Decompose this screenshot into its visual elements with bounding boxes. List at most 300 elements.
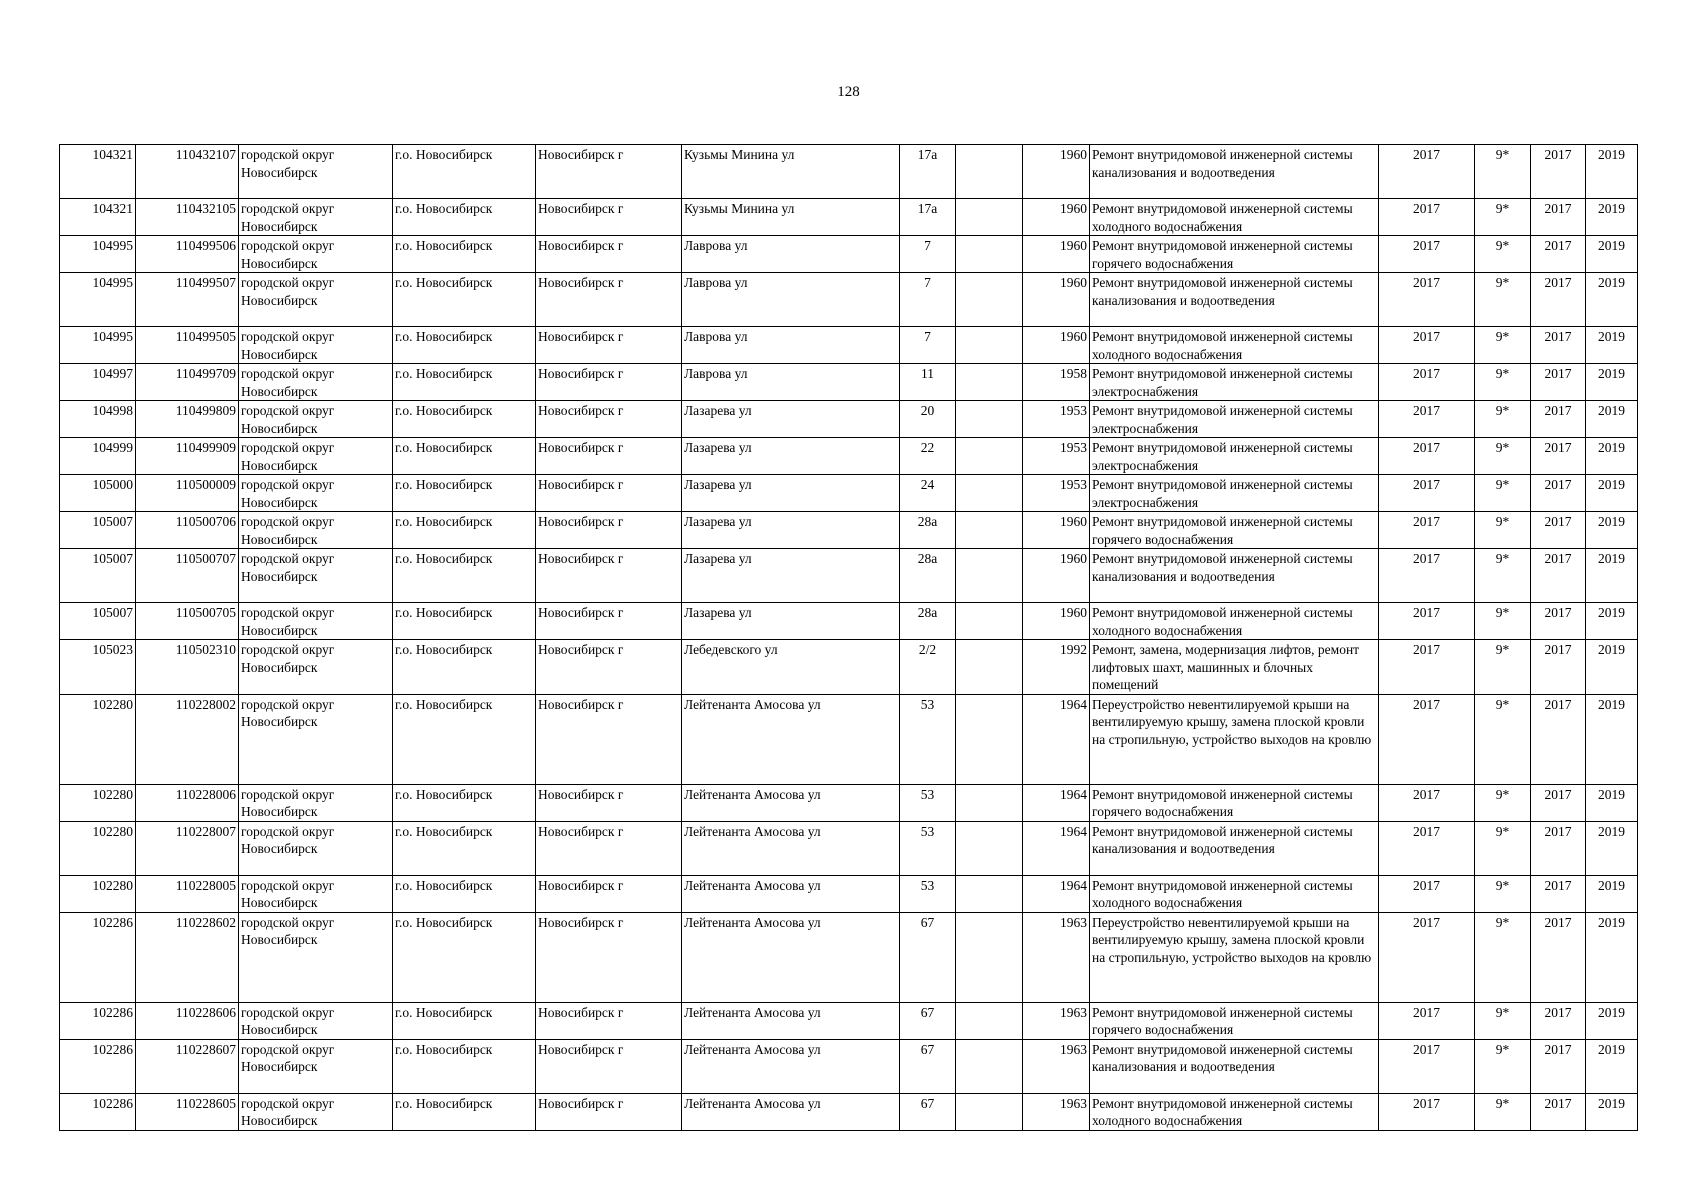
cell-locality: Новосибирск г <box>536 475 682 512</box>
cell-municipality: г.о. Новосибирск <box>393 327 536 364</box>
cell-start-year: 2017 <box>1531 145 1586 199</box>
cell-municipality: г.о. Новосибирск <box>393 1002 536 1039</box>
cell-id: 102280 <box>60 784 136 821</box>
cell-end-year: 2019 <box>1586 438 1638 475</box>
registry-table <box>59 144 1638 1131</box>
cell-year-built: 1953 <box>1023 475 1090 512</box>
cell-floors: 9* <box>1475 199 1531 236</box>
cell-building <box>956 603 1023 640</box>
cell-plan-year: 2017 <box>1379 821 1475 875</box>
cell-start-year: 2017 <box>1531 1093 1586 1130</box>
cell-id: 102286 <box>60 912 136 1002</box>
cell-code: 110228006 <box>136 784 239 821</box>
cell-start-year: 2017 <box>1531 603 1586 640</box>
cell-work: Ремонт внутридомовой инженерной системы холодного водоснабжения <box>1090 875 1379 912</box>
cell-locality: Новосибирск г <box>536 236 682 273</box>
cell-plan-year: 2017 <box>1379 912 1475 1002</box>
table-row <box>60 821 1638 875</box>
cell-building <box>956 784 1023 821</box>
cell-street: Лазарева ул <box>682 512 900 549</box>
cell-work: Переустройство невентилируемой крыши на вентилируемую крышу, замена плоской кровли на стропильную, устройство выходов на кровлю <box>1090 694 1379 784</box>
cell-municipality: г.о. Новосибирск <box>393 640 536 695</box>
cell-locality: Новосибирск г <box>536 401 682 438</box>
cell-district: городской округ Новосибирск <box>239 236 393 273</box>
cell-street: Лаврова ул <box>682 364 900 401</box>
cell-end-year: 2019 <box>1586 145 1638 199</box>
cell-start-year: 2017 <box>1531 821 1586 875</box>
cell-building <box>956 1093 1023 1130</box>
table-row <box>60 603 1638 640</box>
cell-district: городской округ Новосибирск <box>239 327 393 364</box>
cell-house: 53 <box>900 821 956 875</box>
cell-street: Лейтенанта Амосова ул <box>682 1039 900 1093</box>
cell-work: Ремонт внутридомовой инженерной системы канализования и водоотведения <box>1090 145 1379 199</box>
cell-plan-year: 2017 <box>1379 1002 1475 1039</box>
cell-work: Ремонт внутридомовой инженерной системы канализования и водоотведения <box>1090 273 1379 327</box>
cell-district: городской округ Новосибирск <box>239 875 393 912</box>
cell-start-year: 2017 <box>1531 549 1586 603</box>
cell-code: 110228002 <box>136 694 239 784</box>
cell-floors: 9* <box>1475 145 1531 199</box>
cell-code: 110432107 <box>136 145 239 199</box>
cell-floors: 9* <box>1475 236 1531 273</box>
cell-municipality: г.о. Новосибирск <box>393 912 536 1002</box>
cell-municipality: г.о. Новосибирск <box>393 475 536 512</box>
cell-house: 67 <box>900 1039 956 1093</box>
cell-house: 7 <box>900 327 956 364</box>
cell-locality: Новосибирск г <box>536 512 682 549</box>
cell-end-year: 2019 <box>1586 694 1638 784</box>
cell-municipality: г.о. Новосибирск <box>393 236 536 273</box>
cell-building <box>956 199 1023 236</box>
cell-year-built: 1960 <box>1023 327 1090 364</box>
cell-street: Лазарева ул <box>682 401 900 438</box>
cell-building <box>956 327 1023 364</box>
cell-locality: Новосибирск г <box>536 549 682 603</box>
cell-end-year: 2019 <box>1586 784 1638 821</box>
cell-plan-year: 2017 <box>1379 475 1475 512</box>
cell-floors: 9* <box>1475 549 1531 603</box>
cell-municipality: г.о. Новосибирск <box>393 364 536 401</box>
cell-year-built: 1960 <box>1023 236 1090 273</box>
cell-id: 105007 <box>60 603 136 640</box>
cell-end-year: 2019 <box>1586 549 1638 603</box>
cell-plan-year: 2017 <box>1379 236 1475 273</box>
cell-building <box>956 912 1023 1002</box>
cell-code: 110228607 <box>136 1039 239 1093</box>
cell-plan-year: 2017 <box>1379 549 1475 603</box>
table-row <box>60 273 1638 327</box>
cell-plan-year: 2017 <box>1379 327 1475 364</box>
cell-street: Лейтенанта Амосова ул <box>682 912 900 1002</box>
cell-floors: 9* <box>1475 784 1531 821</box>
cell-end-year: 2019 <box>1586 512 1638 549</box>
cell-work: Ремонт внутридомовой инженерной системы холодного водоснабжения <box>1090 327 1379 364</box>
cell-id: 105023 <box>60 640 136 695</box>
cell-house: 53 <box>900 875 956 912</box>
cell-district: городской округ Новосибирск <box>239 401 393 438</box>
cell-year-built: 1960 <box>1023 512 1090 549</box>
cell-end-year: 2019 <box>1586 1039 1638 1093</box>
cell-district: городской округ Новосибирск <box>239 912 393 1002</box>
cell-end-year: 2019 <box>1586 364 1638 401</box>
cell-building <box>956 1002 1023 1039</box>
cell-code: 110500706 <box>136 512 239 549</box>
cell-municipality: г.о. Новосибирск <box>393 694 536 784</box>
cell-street: Лазарева ул <box>682 549 900 603</box>
cell-id: 104995 <box>60 327 136 364</box>
cell-id: 104997 <box>60 364 136 401</box>
cell-plan-year: 2017 <box>1379 875 1475 912</box>
cell-municipality: г.о. Новосибирск <box>393 603 536 640</box>
cell-locality: Новосибирск г <box>536 603 682 640</box>
table-row <box>60 438 1638 475</box>
cell-end-year: 2019 <box>1586 236 1638 273</box>
cell-house: 24 <box>900 475 956 512</box>
cell-id: 104998 <box>60 401 136 438</box>
cell-district: городской округ Новосибирск <box>239 784 393 821</box>
cell-locality: Новосибирск г <box>536 327 682 364</box>
cell-district: городской округ Новосибирск <box>239 364 393 401</box>
cell-work: Ремонт внутридомовой инженерной системы канализования и водоотведения <box>1090 1039 1379 1093</box>
cell-start-year: 2017 <box>1531 512 1586 549</box>
cell-end-year: 2019 <box>1586 401 1638 438</box>
cell-end-year: 2019 <box>1586 603 1638 640</box>
cell-code: 110228602 <box>136 912 239 1002</box>
table-row <box>60 875 1638 912</box>
cell-house: 67 <box>900 1002 956 1039</box>
cell-start-year: 2017 <box>1531 875 1586 912</box>
cell-year-built: 1963 <box>1023 1039 1090 1093</box>
table-row <box>60 327 1638 364</box>
cell-municipality: г.о. Новосибирск <box>393 401 536 438</box>
cell-street: Лейтенанта Амосова ул <box>682 694 900 784</box>
cell-work: Ремонт внутридомовой инженерной системы канализования и водоотведения <box>1090 549 1379 603</box>
cell-end-year: 2019 <box>1586 821 1638 875</box>
cell-id: 102280 <box>60 694 136 784</box>
cell-work: Ремонт внутридомовой инженерной системы канализования и водоотведения <box>1090 821 1379 875</box>
cell-work: Ремонт внутридомовой инженерной системы холодного водоснабжения <box>1090 1093 1379 1130</box>
table-row <box>60 475 1638 512</box>
cell-year-built: 1964 <box>1023 821 1090 875</box>
cell-work: Ремонт внутридомовой инженерной системы электроснабжения <box>1090 401 1379 438</box>
cell-code: 110500705 <box>136 603 239 640</box>
table-row <box>60 199 1638 236</box>
cell-floors: 9* <box>1475 512 1531 549</box>
cell-locality: Новосибирск г <box>536 438 682 475</box>
cell-start-year: 2017 <box>1531 475 1586 512</box>
cell-plan-year: 2017 <box>1379 694 1475 784</box>
cell-district: городской округ Новосибирск <box>239 145 393 199</box>
cell-municipality: г.о. Новосибирск <box>393 784 536 821</box>
cell-code: 110499709 <box>136 364 239 401</box>
cell-municipality: г.о. Новосибирск <box>393 438 536 475</box>
cell-plan-year: 2017 <box>1379 273 1475 327</box>
cell-locality: Новосибирск г <box>536 364 682 401</box>
cell-plan-year: 2017 <box>1379 640 1475 695</box>
cell-street: Лазарева ул <box>682 438 900 475</box>
cell-street: Лейтенанта Амосова ул <box>682 784 900 821</box>
cell-end-year: 2019 <box>1586 475 1638 512</box>
cell-street: Лазарева ул <box>682 475 900 512</box>
cell-locality: Новосибирск г <box>536 640 682 695</box>
cell-house: 28а <box>900 603 956 640</box>
table-row <box>60 784 1638 821</box>
table-row <box>60 512 1638 549</box>
cell-work: Ремонт внутридомовой инженерной системы электроснабжения <box>1090 364 1379 401</box>
cell-year-built: 1960 <box>1023 273 1090 327</box>
cell-district: городской округ Новосибирск <box>239 438 393 475</box>
cell-house: 17а <box>900 199 956 236</box>
cell-floors: 9* <box>1475 1002 1531 1039</box>
cell-plan-year: 2017 <box>1379 401 1475 438</box>
cell-work: Ремонт внутридомовой инженерной системы горячего водоснабжения <box>1090 236 1379 273</box>
cell-building <box>956 1039 1023 1093</box>
cell-work: Ремонт внутридомовой инженерной системы электроснабжения <box>1090 438 1379 475</box>
cell-locality: Новосибирск г <box>536 875 682 912</box>
registry-rows <box>60 145 1638 1131</box>
cell-plan-year: 2017 <box>1379 512 1475 549</box>
table-row <box>60 1002 1638 1039</box>
cell-locality: Новосибирск г <box>536 912 682 1002</box>
cell-building <box>956 694 1023 784</box>
cell-floors: 9* <box>1475 875 1531 912</box>
table-row <box>60 1093 1638 1130</box>
cell-floors: 9* <box>1475 1093 1531 1130</box>
cell-street: Лейтенанта Амосова ул <box>682 1093 900 1130</box>
cell-municipality: г.о. Новосибирск <box>393 145 536 199</box>
cell-start-year: 2017 <box>1531 327 1586 364</box>
cell-work: Ремонт внутридомовой инженерной системы горячего водоснабжения <box>1090 1002 1379 1039</box>
cell-year-built: 1963 <box>1023 1002 1090 1039</box>
cell-house: 28а <box>900 549 956 603</box>
cell-district: городской округ Новосибирск <box>239 640 393 695</box>
cell-street: Лазарева ул <box>682 603 900 640</box>
cell-year-built: 1963 <box>1023 1093 1090 1130</box>
cell-work: Ремонт внутридомовой инженерной системы горячего водоснабжения <box>1090 784 1379 821</box>
cell-building <box>956 145 1023 199</box>
cell-work: Ремонт внутридомовой инженерной системы холодного водоснабжения <box>1090 199 1379 236</box>
cell-building <box>956 438 1023 475</box>
cell-code: 110228606 <box>136 1002 239 1039</box>
cell-code: 110228005 <box>136 875 239 912</box>
cell-code: 110499506 <box>136 236 239 273</box>
cell-start-year: 2017 <box>1531 1002 1586 1039</box>
cell-locality: Новосибирск г <box>536 145 682 199</box>
cell-id: 104995 <box>60 236 136 273</box>
cell-house: 11 <box>900 364 956 401</box>
cell-start-year: 2017 <box>1531 199 1586 236</box>
table-row <box>60 640 1638 695</box>
cell-code: 110500009 <box>136 475 239 512</box>
cell-code: 110499809 <box>136 401 239 438</box>
cell-building <box>956 640 1023 695</box>
cell-floors: 9* <box>1475 640 1531 695</box>
cell-plan-year: 2017 <box>1379 1039 1475 1093</box>
cell-building <box>956 273 1023 327</box>
cell-id: 104999 <box>60 438 136 475</box>
cell-street: Лейтенанта Амосова ул <box>682 821 900 875</box>
cell-end-year: 2019 <box>1586 327 1638 364</box>
table-row <box>60 145 1638 199</box>
cell-locality: Новосибирск г <box>536 1039 682 1093</box>
cell-building <box>956 875 1023 912</box>
cell-id: 102286 <box>60 1093 136 1130</box>
cell-code: 110499505 <box>136 327 239 364</box>
cell-street: Лаврова ул <box>682 273 900 327</box>
cell-floors: 9* <box>1475 438 1531 475</box>
cell-end-year: 2019 <box>1586 199 1638 236</box>
cell-district: городской округ Новосибирск <box>239 273 393 327</box>
cell-district: городской округ Новосибирск <box>239 199 393 236</box>
cell-start-year: 2017 <box>1531 364 1586 401</box>
cell-locality: Новосибирск г <box>536 199 682 236</box>
cell-municipality: г.о. Новосибирск <box>393 821 536 875</box>
cell-start-year: 2017 <box>1531 401 1586 438</box>
cell-year-built: 1953 <box>1023 401 1090 438</box>
table-row <box>60 694 1638 784</box>
cell-end-year: 2019 <box>1586 875 1638 912</box>
cell-building <box>956 512 1023 549</box>
table-row <box>60 549 1638 603</box>
cell-id: 102280 <box>60 821 136 875</box>
cell-year-built: 1958 <box>1023 364 1090 401</box>
table-row <box>60 912 1638 1002</box>
cell-plan-year: 2017 <box>1379 145 1475 199</box>
cell-floors: 9* <box>1475 364 1531 401</box>
cell-work: Ремонт, замена, модернизация лифтов, ремонт лифтовых шахт, машинных и блочных помещений <box>1090 640 1379 695</box>
cell-building <box>956 821 1023 875</box>
cell-id: 105007 <box>60 512 136 549</box>
cell-house: 20 <box>900 401 956 438</box>
cell-house: 53 <box>900 694 956 784</box>
cell-municipality: г.о. Новосибирск <box>393 199 536 236</box>
cell-street: Лебедевского ул <box>682 640 900 695</box>
cell-start-year: 2017 <box>1531 438 1586 475</box>
cell-code: 110432105 <box>136 199 239 236</box>
cell-house: 17а <box>900 145 956 199</box>
cell-year-built: 1960 <box>1023 199 1090 236</box>
cell-start-year: 2017 <box>1531 640 1586 695</box>
cell-district: городской округ Новосибирск <box>239 475 393 512</box>
cell-floors: 9* <box>1475 327 1531 364</box>
cell-municipality: г.о. Новосибирск <box>393 875 536 912</box>
cell-id: 102286 <box>60 1002 136 1039</box>
cell-building <box>956 549 1023 603</box>
cell-building <box>956 364 1023 401</box>
cell-work: Ремонт внутридомовой инженерной системы холодного водоснабжения <box>1090 603 1379 640</box>
cell-code: 110228007 <box>136 821 239 875</box>
cell-district: городской округ Новосибирск <box>239 1039 393 1093</box>
cell-municipality: г.о. Новосибирск <box>393 1039 536 1093</box>
cell-locality: Новосибирск г <box>536 821 682 875</box>
cell-house: 28а <box>900 512 956 549</box>
cell-start-year: 2017 <box>1531 236 1586 273</box>
cell-floors: 9* <box>1475 1039 1531 1093</box>
cell-end-year: 2019 <box>1586 640 1638 695</box>
cell-building <box>956 236 1023 273</box>
cell-code: 110502310 <box>136 640 239 695</box>
cell-district: городской округ Новосибирск <box>239 603 393 640</box>
cell-end-year: 2019 <box>1586 912 1638 1002</box>
cell-floors: 9* <box>1475 603 1531 640</box>
cell-municipality: г.о. Новосибирск <box>393 549 536 603</box>
cell-street: Кузьмы Минина ул <box>682 199 900 236</box>
cell-id: 102286 <box>60 1039 136 1093</box>
cell-district: городской округ Новосибирск <box>239 1002 393 1039</box>
cell-end-year: 2019 <box>1586 1002 1638 1039</box>
cell-district: городской округ Новосибирск <box>239 512 393 549</box>
cell-municipality: г.о. Новосибирск <box>393 1093 536 1130</box>
cell-year-built: 1960 <box>1023 145 1090 199</box>
cell-code: 110228605 <box>136 1093 239 1130</box>
cell-code: 110499909 <box>136 438 239 475</box>
cell-plan-year: 2017 <box>1379 784 1475 821</box>
cell-plan-year: 2017 <box>1379 603 1475 640</box>
cell-start-year: 2017 <box>1531 694 1586 784</box>
cell-work: Переустройство невентилируемой крыши на вентилируемую крышу, замена плоской кровли на стропильную, устройство выходов на кровлю <box>1090 912 1379 1002</box>
cell-floors: 9* <box>1475 475 1531 512</box>
cell-year-built: 1953 <box>1023 438 1090 475</box>
cell-id: 105007 <box>60 549 136 603</box>
cell-work: Ремонт внутридомовой инженерной системы электроснабжения <box>1090 475 1379 512</box>
cell-plan-year: 2017 <box>1379 199 1475 236</box>
table-row <box>60 236 1638 273</box>
cell-street: Лейтенанта Амосова ул <box>682 1002 900 1039</box>
cell-year-built: 1992 <box>1023 640 1090 695</box>
cell-year-built: 1963 <box>1023 912 1090 1002</box>
cell-house: 22 <box>900 438 956 475</box>
cell-plan-year: 2017 <box>1379 438 1475 475</box>
cell-locality: Новосибирск г <box>536 784 682 821</box>
cell-code: 110500707 <box>136 549 239 603</box>
cell-year-built: 1960 <box>1023 549 1090 603</box>
cell-id: 105000 <box>60 475 136 512</box>
cell-house: 53 <box>900 784 956 821</box>
cell-house: 2/2 <box>900 640 956 695</box>
cell-house: 67 <box>900 1093 956 1130</box>
cell-floors: 9* <box>1475 401 1531 438</box>
cell-municipality: г.о. Новосибирск <box>393 273 536 327</box>
cell-start-year: 2017 <box>1531 1039 1586 1093</box>
cell-id: 104321 <box>60 199 136 236</box>
cell-locality: Новосибирск г <box>536 1002 682 1039</box>
cell-street: Лаврова ул <box>682 236 900 273</box>
cell-floors: 9* <box>1475 821 1531 875</box>
cell-district: городской округ Новосибирск <box>239 694 393 784</box>
cell-year-built: 1964 <box>1023 784 1090 821</box>
cell-locality: Новосибирск г <box>536 273 682 327</box>
cell-code: 110499507 <box>136 273 239 327</box>
cell-end-year: 2019 <box>1586 1093 1638 1130</box>
cell-work: Ремонт внутридомовой инженерной системы горячего водоснабжения <box>1090 512 1379 549</box>
cell-street: Лейтенанта Амосова ул <box>682 875 900 912</box>
cell-district: городской округ Новосибирск <box>239 821 393 875</box>
cell-district: городской округ Новосибирск <box>239 1093 393 1130</box>
table-row <box>60 1039 1638 1093</box>
cell-id: 104321 <box>60 145 136 199</box>
cell-end-year: 2019 <box>1586 273 1638 327</box>
cell-street: Кузьмы Минина ул <box>682 145 900 199</box>
cell-building <box>956 401 1023 438</box>
table-row <box>60 364 1638 401</box>
cell-floors: 9* <box>1475 273 1531 327</box>
cell-year-built: 1964 <box>1023 694 1090 784</box>
cell-house: 67 <box>900 912 956 1002</box>
table-row <box>60 401 1638 438</box>
cell-house: 7 <box>900 273 956 327</box>
cell-floors: 9* <box>1475 694 1531 784</box>
